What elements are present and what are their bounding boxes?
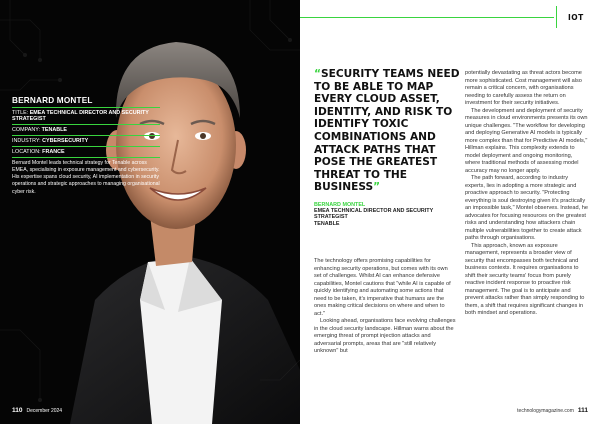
bio-company-row (12, 125, 160, 136)
header-rule (300, 17, 554, 18)
pull-quote-body: SECURITY TEAMS NEED TO BE ABLE TO MAP EVERY CLOUD ASSET, IDENTITY, AND RISK TO IDENTIFY TOXIC COMBINATIONS AND ATTACK PATHS THAT POSE THE GREATEST THREAT TO THE BUSINESS (314, 68, 460, 194)
body-column-1 (314, 258, 456, 356)
bio-name: BERNARD MONTEL (12, 96, 160, 108)
folio-left (12, 407, 62, 414)
pull-quote (314, 68, 460, 227)
pull-quote-author-company: TENABLE (314, 220, 340, 227)
issue-date: December 2024 (26, 408, 63, 414)
page-number-right: 111 (577, 407, 588, 414)
right-page (300, 0, 600, 424)
bio-location-row (12, 147, 160, 158)
page-number-left: 110 (12, 407, 23, 414)
bio-description: Bernard Montel leads technical strategy for Tenable across EMEA, specialising in exposure management and cybersecurity. His expertise spans cloud security, AI implementation in security operations and strategic approaches to managing organisational cyber risk. (12, 159, 160, 195)
bio-box (12, 96, 160, 196)
pull-quote-attribution (314, 202, 460, 227)
bio-industry-value: CYBERSECURITY (42, 137, 89, 144)
paragraph: This approach, known as exposure management, represents a broader view of security that encompasses both technical and business contexts. It requires organisations to shift their security teams' focus from purely reactive incident response to proactive risk management. The goal is to anticipate and prevent attacks rather than simply responding to them, a shift that requires significant changes in both mindset and operations. (465, 242, 585, 316)
bio-location-label: LOCATION: (12, 148, 43, 155)
bio-company-value: TENABLE (41, 126, 68, 133)
pull-quote-author: BERNARD MONTEL (314, 201, 366, 208)
bio-industry-label: INDUSTRY: (12, 137, 43, 144)
folio-right (517, 407, 588, 414)
paragraph: potentially devastating as threat actors become more sophisticated. Cost management will also remain a critical concern, with organisations needing to carefully assess the return on investment for their security initiatives. (465, 70, 582, 106)
pull-quote-text (314, 68, 460, 194)
bio-industry-row (12, 136, 160, 147)
paragraph: The technology offers promising capabilities for enhancing security operations, but comes with its own set of challenges. Whilst AI can enhance defensive capabilities, Montel cautions that "while AI is capable of quickly identifying and automating some actions that need to be taken, it's imperative that humans are the ones making critical decisions on where and when to act." (314, 258, 451, 317)
paragraph: The path forward, according to industry experts, lies in adopting a more strategic and proactive approach to security. "Protecting everything is soul destroying given it's practically an impossible task," Montel observes. Instead, he advocates for focusing resources on the greatest risks and understanding how attackers chain multiple vulnerabilities together to create attack paths through organisations. (465, 175, 588, 241)
bio-location-value: FRANCE (42, 148, 65, 155)
website-link[interactable]: technologymagazine.com (517, 408, 574, 414)
bio-title-value: EMEA TECHNICAL DIRECTOR AND SECURITY STRATEGIST (12, 109, 149, 123)
quote-close-mark: ” (373, 181, 381, 194)
paragraph: Looking ahead, organisations face evolving challenges in the cloud security landscape. Hillman warns about the emerging threat of prompt injection attacks and adversarial prompts, areas that are "still relatively unknown" but (314, 318, 456, 354)
bio-title-label: TITLE: (12, 109, 30, 116)
section-tag: IOT (556, 6, 600, 28)
quote-open-mark: “ (314, 68, 321, 80)
bio-title-row (12, 108, 160, 125)
pull-quote-author-title: EMEA TECHNICAL DIRECTOR AND SECURITY STRATEGIST (314, 208, 434, 221)
bio-company-label: COMPANY: (12, 126, 42, 133)
paragraph: The development and deployment of security measures in cloud environments presents its own unique challenges. "The workflow for developing and deploying Generative AI models is typically more complex than that for Predictive AI models," Hillman explains. This complexity extends to model deployment and ongoing monitoring, where traditional methods of assessing model accuracy may no longer apply. (465, 107, 588, 174)
body-column-2 (465, 70, 589, 318)
